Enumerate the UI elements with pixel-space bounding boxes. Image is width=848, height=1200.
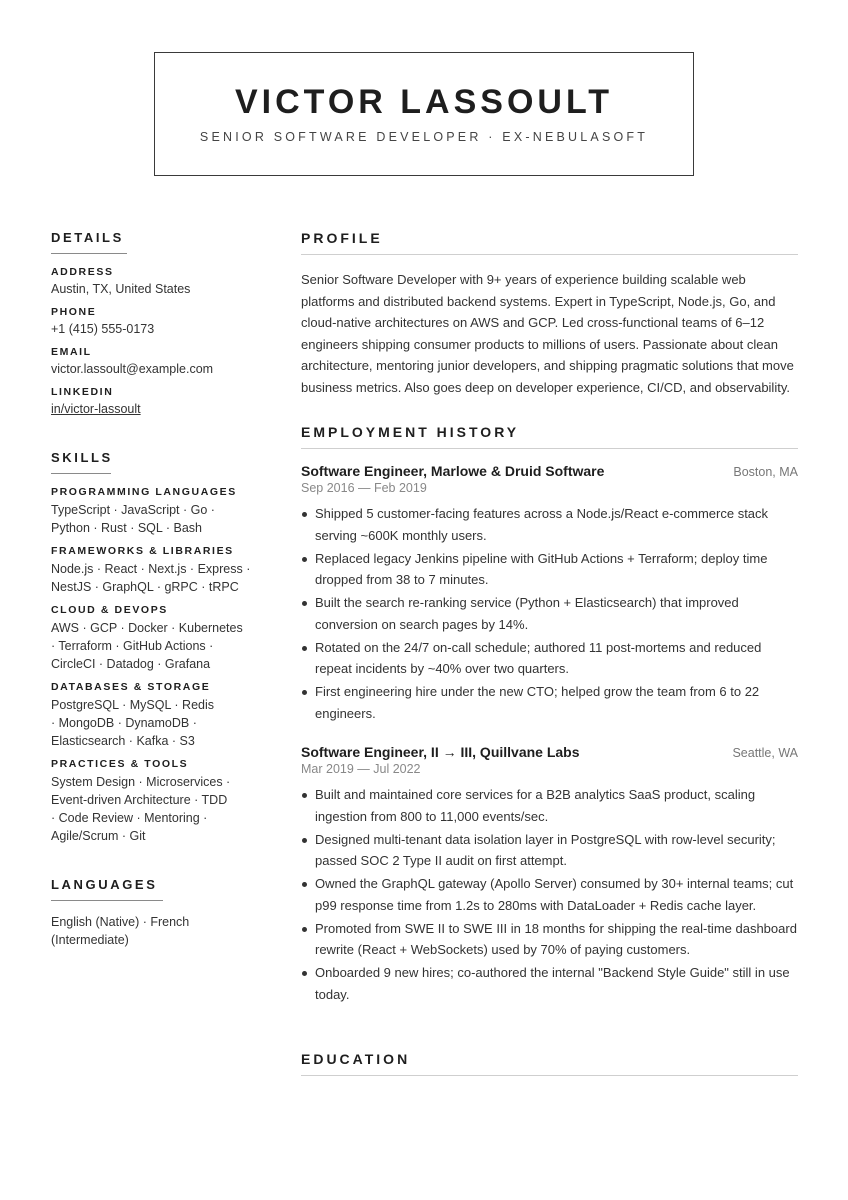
sidebar bbox=[51, 230, 266, 949]
skill-line: Elasticsearch · Kafka · S3 bbox=[51, 734, 195, 748]
detail-email bbox=[51, 346, 266, 378]
job-bullets bbox=[301, 784, 798, 1005]
languages-line: (Intermediate) bbox=[51, 933, 129, 947]
detail-label: EMAIL bbox=[51, 346, 92, 358]
detail-label: LINKEDIN bbox=[51, 386, 114, 398]
job-location: Seattle, WA bbox=[732, 746, 798, 760]
employment-heading: EMPLOYMENT HISTORY bbox=[301, 424, 798, 449]
skill-line: Agile/Scrum · Git bbox=[51, 829, 146, 843]
job-bullet: Shipped 5 customer-facing features across a Node.js/React e-commerce stack serving ~600K monthly users. bbox=[301, 503, 798, 546]
skill-line: Event-driven Architecture · TDD bbox=[51, 793, 228, 807]
skill-line: AWS · GCP · Docker · Kubernetes bbox=[51, 621, 243, 635]
main-content bbox=[301, 230, 798, 1090]
skills-heading: SKILLS bbox=[51, 450, 111, 474]
detail-linkedin bbox=[51, 386, 266, 418]
detail-value: Austin, TX, United States bbox=[51, 282, 191, 296]
detail-value: victor.lassoult@example.com bbox=[51, 362, 214, 376]
header-box bbox=[154, 52, 694, 176]
skill-group bbox=[51, 545, 266, 596]
job-entry bbox=[301, 463, 798, 724]
detail-label: PHONE bbox=[51, 306, 97, 318]
job-bullet: Replaced legacy Jenkins pipeline with GitHub Actions + Terraform; deploy time dropped from 38 to 7 minutes. bbox=[301, 548, 798, 591]
candidate-subtitle: SENIOR SOFTWARE DEVELOPER · EX-NEBULASOFT bbox=[199, 130, 649, 144]
education-heading: EDUCATION bbox=[301, 1051, 798, 1076]
detail-value: +1 (415) 555-0173 bbox=[51, 322, 155, 336]
skill-line: · Terraform · GitHub Actions · bbox=[51, 639, 214, 653]
skill-group-label: PROGRAMMING LANGUAGES bbox=[51, 486, 237, 498]
skill-line: TypeScript · JavaScript · Go · bbox=[51, 503, 215, 517]
job-location: Boston, MA bbox=[733, 465, 798, 479]
detail-address bbox=[51, 266, 266, 298]
job-title: Software Engineer, II → III, Quillvane Labs bbox=[301, 744, 580, 760]
skill-group-label: PRACTICES & TOOLS bbox=[51, 758, 189, 770]
detail-label: ADDRESS bbox=[51, 266, 114, 278]
skill-group bbox=[51, 758, 266, 845]
job-bullet: Onboarded 9 new hires; co-authored the internal "Backend Style Guide" still in use today. bbox=[301, 962, 798, 1005]
job-dates: Sep 2016 — Feb 2019 bbox=[301, 481, 427, 495]
skill-line: Node.js · React · Next.js · Express · bbox=[51, 562, 251, 576]
job-bullet: Designed multi-tenant data isolation layer in PostgreSQL with row-level security; passed SOC 2 Type II audit on first attempt. bbox=[301, 829, 798, 872]
languages-heading: LANGUAGES bbox=[51, 877, 163, 901]
profile-heading: PROFILE bbox=[301, 230, 798, 255]
job-bullet: Built the search re-ranking service (Python + Elasticsearch) that improved conversion on search pages by 14%. bbox=[301, 592, 798, 635]
skill-group-label: CLOUD & DEVOPS bbox=[51, 604, 168, 616]
detail-phone bbox=[51, 306, 266, 338]
job-bullet: Rotated on the 24/7 on-call schedule; authored 11 post-mortems and reduced repeat incidents by ~40% over two quarters. bbox=[301, 637, 798, 680]
job-entry bbox=[301, 744, 798, 1005]
profile-summary: Senior Software Developer with 9+ years of experience building scalable web platforms and distributed backend systems. Expert in TypeScript, Node.js, Go, and cloud-native architectures on AWS and GCP. Led cross-functional teams of 6–12 engineers shipping consumer products to millions of users. Passionate about clean architecture, mentoring junior developers, and shipping pragmatic solutions that move business metrics. Also goes deep on developer experience, CI/CD, and observability. bbox=[301, 272, 794, 395]
job-bullet: First engineering hire under the new CTO; helped grow the team from 6 to 22 engineers. bbox=[301, 681, 798, 724]
skill-group-label: FRAMEWORKS & LIBRARIES bbox=[51, 545, 234, 557]
job-header bbox=[301, 744, 798, 760]
job-bullet: Built and maintained core services for a B2B analytics SaaS product, scaling ingestion from 800 to 11,000 events/sec. bbox=[301, 784, 798, 827]
job-title: Software Engineer, Marlowe & Druid Software bbox=[301, 463, 605, 479]
job-bullet: Promoted from SWE II to SWE III in 18 months for shipping the real-time dashboard rewrite (React + WebSockets) used by 70% of paying customers. bbox=[301, 918, 798, 961]
candidate-name: VICTOR LASSOULT bbox=[235, 83, 613, 121]
skill-group bbox=[51, 604, 266, 673]
languages-line: English (Native) · French bbox=[51, 915, 190, 929]
job-bullets bbox=[301, 503, 798, 724]
job-header bbox=[301, 463, 798, 479]
skill-group-label: DATABASES & STORAGE bbox=[51, 681, 211, 693]
skill-line: · Code Review · Mentoring · bbox=[51, 811, 208, 825]
details-heading: DETAILS bbox=[51, 230, 127, 254]
skill-line: Python · Rust · SQL · Bash bbox=[51, 521, 202, 535]
linkedin-link[interactable]: in/victor-lassoult bbox=[51, 402, 141, 416]
skill-line: NestJS · GraphQL · gRPC · tRPC bbox=[51, 580, 239, 594]
job-bullet: Owned the GraphQL gateway (Apollo Server) consumed by 30+ internal teams; cut p99 response time from 1.2s to 280ms with DataLoader + Redis cache layer. bbox=[301, 873, 798, 916]
skill-line: PostgreSQL · MySQL · Redis bbox=[51, 698, 215, 712]
skill-line: System Design · Microservices · bbox=[51, 775, 231, 789]
skill-group bbox=[51, 681, 266, 750]
skill-line: CircleCI · Datadog · Grafana bbox=[51, 657, 211, 671]
skill-line: · MongoDB · DynamoDB · bbox=[51, 716, 197, 730]
job-dates: Mar 2019 — Jul 2022 bbox=[301, 762, 421, 776]
skill-group bbox=[51, 486, 266, 537]
